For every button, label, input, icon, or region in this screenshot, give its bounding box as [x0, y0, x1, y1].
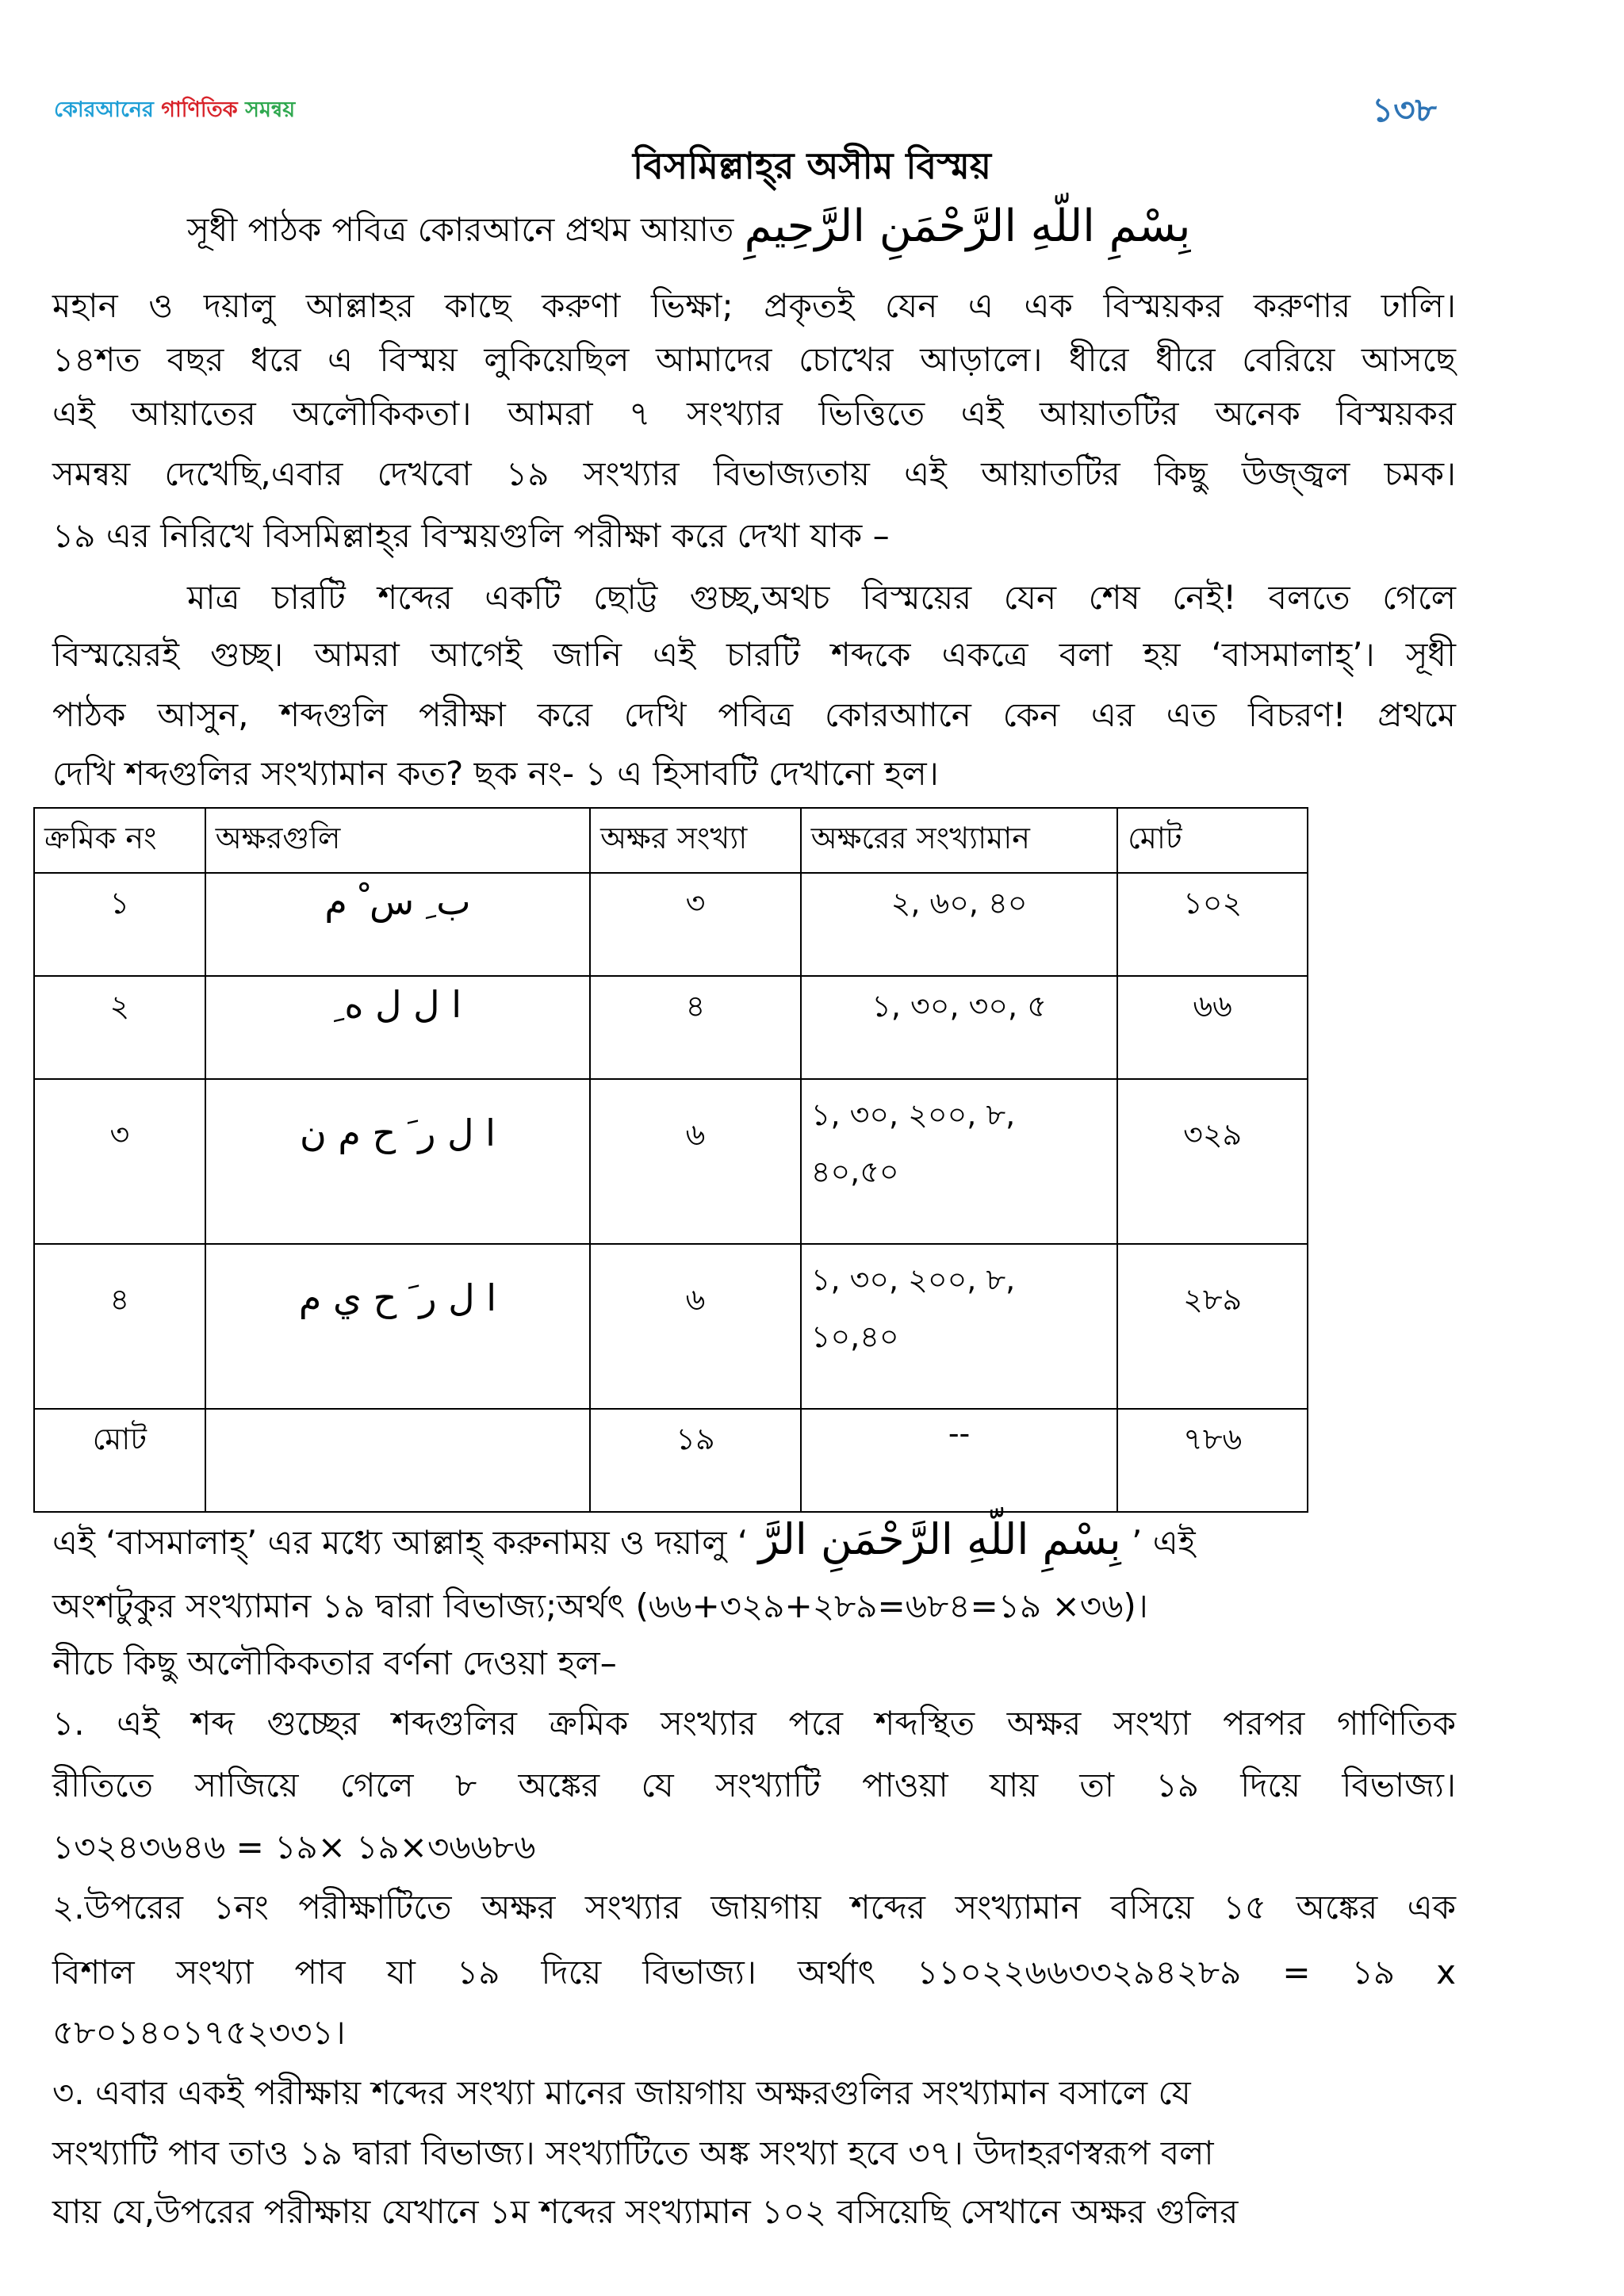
table-total-row	[34, 1409, 1308, 1512]
page-title: বিসমিল্লাহ্‌র অসীম বিস্ময়	[633, 144, 991, 187]
para1-lead: সূধী পাঠক পবিত্র কোরআনে প্রথম আয়াত	[187, 210, 745, 249]
para3-line1	[52, 1514, 1456, 1573]
point1-line: ১. এই শব্দ গুচ্ছের শব্দগুলির ক্রমিক সংখ্যার পরে শব্দস্থিত অক্ষর সংখ্যা পরপর গাণিতিক	[52, 1704, 1456, 1743]
page-number: ১৩৮	[1372, 90, 1437, 129]
point1-line: রীতিতে সাজিয়ে গেলে ৮ অঙ্কের যে সংখ্যাটি পাওয়া যায় তা ১৯ দিয়ে বিভাজ্য।	[52, 1766, 1456, 1804]
header-part-harmony: সমন্বয়	[245, 98, 296, 122]
table-header-row	[34, 808, 1308, 873]
para1-lead-line	[187, 201, 1456, 268]
header-part-math: গাণিতিক	[161, 98, 246, 122]
header-part-quran: কোরআনের	[54, 98, 162, 122]
col-header-letters: অক্ষরগুলি	[205, 808, 590, 873]
cell-letters: ا ل ر َ ح ي م	[205, 1244, 590, 1409]
para3-line3: নীচে কিছু অলৌকিকতার বর্ণনা দেওয়া হল–	[52, 1644, 617, 1682]
cell-letters: ا ل ر َ ح م ن	[205, 1079, 590, 1244]
point1-equation: ১৩২৪৩৬৪৬ = ১৯× ১৯×৩৬৬৮৬	[52, 1827, 536, 1866]
cell-grand-total: ৭৮৬	[1117, 1409, 1308, 1512]
cell-values: ১, ৩০, ২০০, ৮, ৪০,৫০	[801, 1079, 1118, 1244]
cell-letters: ا ل ل ه ِ	[205, 976, 590, 1079]
letter-value-table	[33, 807, 1308, 1513]
para1-line: এই আয়াতের অলৌকিকতা। আমরা ৭ সংখ্যার ভিত্তিতে এই আয়াতটির অনেক বিস্ময়কর	[52, 394, 1456, 433]
col-header-letter-values: অক্ষরের সংখ্যামান	[801, 808, 1118, 873]
cell-count: ৬	[590, 1244, 801, 1409]
para2-line: মাত্র চারটি শব্দের একটি ছোট্ট গুচ্ছ,অথচ বিস্ময়ের যেন শেষ নেই! বলতে গেলে	[187, 578, 1456, 617]
cell-total-label: মোট	[34, 1409, 205, 1512]
para2-line: দেখি শব্দগুলির সংখ্যামান কত? ছক নং- ১ এ হিসাবটি দেখানো হল।	[52, 754, 939, 793]
para2-line: বিস্ময়েরই গুচ্ছ। আমরা আগেই জানি এই চারটি শব্দকে একত্রে বলা হয় ‘বাসমালাহ্‌’। সূধী	[52, 635, 1456, 674]
bismillah-partial-arabic: بِسْمِ اللّهِ الرَّحْمَنِ الرَّ	[758, 1514, 1121, 1564]
para1-line: ১৯ এর নিরিখে বিসমিল্লাহ্‌র বিস্ময়গুলি পরীক্ষা করে দেখা যাক –	[52, 516, 890, 555]
cell-serial: ১	[34, 873, 205, 976]
table-row	[34, 1079, 1308, 1244]
table-row	[34, 976, 1308, 1079]
table-row	[34, 1244, 1308, 1409]
point3-line: যায় যে,উপরের পরীক্ষায় যেখানে ১ম শব্দের সংখ্যামান ১০২ বসিয়েছি সেখানে অক্ষর গুলির	[52, 2192, 1239, 2231]
cell-total: ২৮৯	[1117, 1244, 1308, 1409]
para1-line: ১৪শত বছর ধরে এ বিস্ময় লুকিয়েছিল আমাদের চোখের আড়ালে। ধীরে ধীরে বেরিয়ে আসছে	[52, 340, 1456, 379]
para1-line: সমন্বয় দেখেছি,এবার দেখবো ১৯ সংখ্যার বিভাজ্যতায় এই আয়াতটির কিছু উজ্জ্বল চমক।	[52, 454, 1456, 493]
point2-line: বিশাল সংখ্যা পাব যা ১৯ দিয়ে বিভাজ্য। অর্থাৎ ১১০২২৬৬৩৩২৯৪২৮৯ = ১৯ x	[52, 1953, 1456, 1992]
point2-line: ২.উপরের ১নং পরীক্ষাটিতে অক্ষর সংখ্যার জায়গায় শব্দের সংখ্যামান বসিয়ে ১৫ অঙ্কের এক	[52, 1888, 1456, 1927]
point2-line: ৫৮০১৪০১৭৫২৩৩১।	[52, 2013, 346, 2052]
cell-count: ৩	[590, 873, 801, 976]
para3-suffix: ’ এই	[1120, 1523, 1196, 1562]
para2-line: পাঠক আসুন, শব্দগুলি পরীক্ষা করে দেখি পবিত্র কোরআানে কেন এর এত বিচরণ! প্রথমে	[52, 695, 1456, 734]
cell-values: ২, ৬০, ৪০	[801, 873, 1118, 976]
cell-total: ১০২	[1117, 873, 1308, 976]
cell-total: ৬৬	[1117, 976, 1308, 1079]
cell-letters: ب ِ س ْ م	[205, 873, 590, 976]
cell-count: ৬	[590, 1079, 801, 1244]
cell-total-count: ১৯	[590, 1409, 801, 1512]
table-row	[34, 873, 1308, 976]
cell-total-values: --	[801, 1409, 1118, 1512]
running-header	[54, 94, 295, 129]
cell-values: ১, ৩০, ২০০, ৮, ১০,৪০	[801, 1244, 1118, 1409]
cell-total: ৩২৯	[1117, 1079, 1308, 1244]
col-header-letter-count: অক্ষর সংখ্যা	[590, 808, 801, 873]
cell-count: ৪	[590, 976, 801, 1079]
cell-total-letters	[205, 1409, 590, 1512]
point3-line: ৩. এবার একই পরীক্ষায় শব্দের সংখ্যা মানের জায়গায় অক্ষরগুলির সংখ্যামান বসালে যে	[52, 2073, 1191, 2112]
bismillah-arabic: بِسْمِ اللّهِ الرَّحْمَنِ الرَّحِيمِ	[744, 201, 1191, 252]
para3-prefix: এই ‘বাসমালাহ্‌’ এর মধ্যে আল্লাহ্‌ করুনাময় ও দয়ালু ‘	[52, 1523, 759, 1562]
para3-line2: অংশটুকুর সংখ্যামান ১৯ দ্বারা বিভাজ্য;অর্থৎ (৬৬+৩২৯+২৮৯=৬৮৪=১৯ ×৩৬)।	[52, 1586, 1148, 1625]
col-header-total: মোট	[1117, 808, 1308, 873]
cell-serial: ২	[34, 976, 205, 1079]
para1-line: মহান ও দয়ালু আল্লাহর কাছে করুণা ভিক্ষা; প্রকৃতই যেন এ এক বিস্ময়কর করুণার ঢালি।	[52, 286, 1456, 325]
cell-serial: ৪	[34, 1244, 205, 1409]
cell-values: ১, ৩০, ৩০, ৫	[801, 976, 1118, 1079]
col-header-serial: ক্রমিক নং	[34, 808, 205, 873]
cell-serial: ৩	[34, 1079, 205, 1244]
point3-line: সংখ্যাটি পাব তাও ১৯ দ্বারা বিভাজ্য। সংখ্যাটিতে অঙ্ক সংখ্যা হবে ৩৭। উদাহরণস্বরূপ বলা	[52, 2133, 1214, 2172]
